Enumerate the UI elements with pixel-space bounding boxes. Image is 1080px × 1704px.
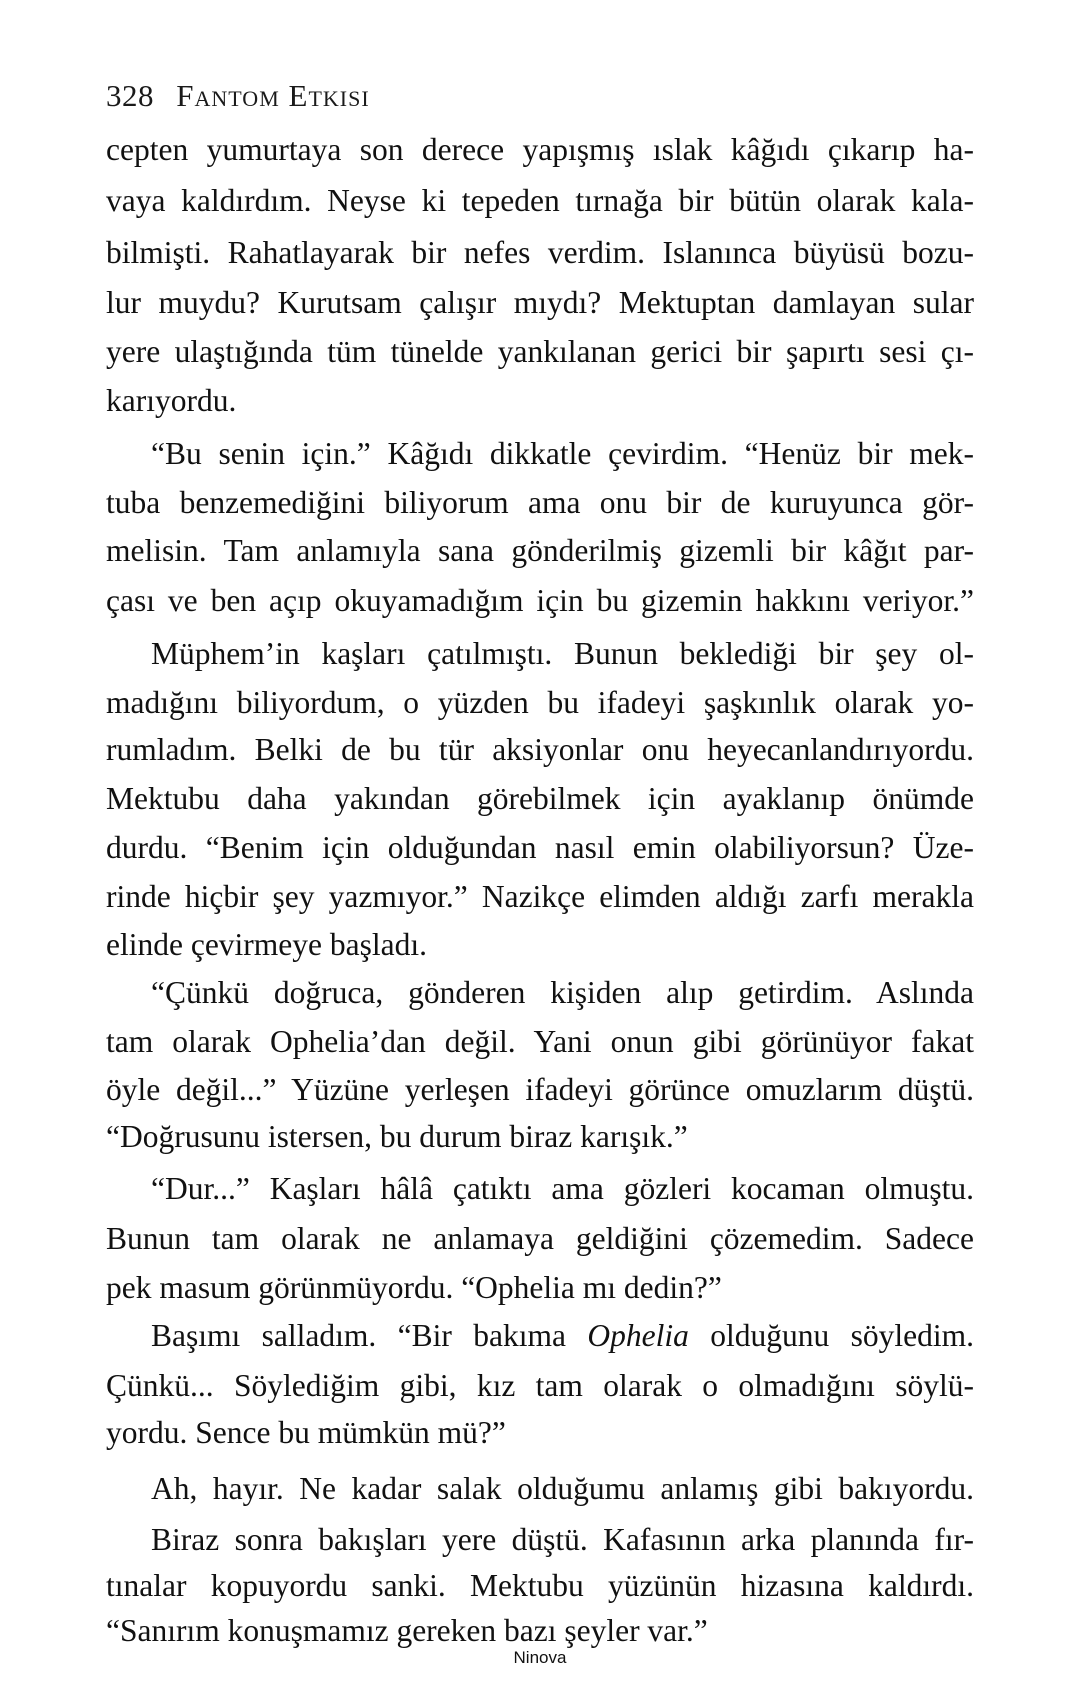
text-line: tınalar kopuyordu sanki. Mektubu yüzünün hizasına kaldırdı. (106, 1568, 974, 1603)
text-line: “Bu senin için.” Kâğıdı dikkatle çevirdim. “Henüz bir mek- (151, 436, 974, 471)
text-line: tam olarak Ophelia’dan değil. Yani onun gibi görünüyor fakat (106, 1024, 974, 1059)
text-span: olduğunu söyledim. (688, 1318, 974, 1353)
text-line: elinde çevirmeye başladı. (106, 927, 427, 962)
text-line: Ah, hayır. Ne kadar salak olduğumu anlamış gibi bakıyordu. (151, 1471, 974, 1506)
running-header (106, 78, 370, 114)
text-line: “Doğrusunu istersen, bu durum biraz karışık.” (106, 1119, 688, 1154)
text-line: “Çünkü doğruca, gönderen kişiden alıp getirdim. Aslında (151, 975, 974, 1010)
book-title: Fantom Etkisi (176, 78, 370, 113)
page-number: 328 (106, 78, 154, 113)
text-line: karıyordu. (106, 383, 237, 418)
text-line: rinde hiçbir şey yazmıyor.” Nazikçe elimden aldığı zarfı merakla (106, 879, 974, 914)
italic-name: Ophelia (587, 1318, 689, 1353)
text-line: tuba benzemediğini biliyorum ama onu bir de kuruyunca gör- (106, 485, 974, 520)
text-line: bilmişti. Rahatlayarak bir nefes verdim. Islanınca büyüsü bozu- (106, 235, 974, 270)
text-line: madığını biliyordum, o yüzden bu ifadeyi şaşkınlık olarak yo- (106, 685, 974, 720)
text-line: vaya kaldırdım. Neyse ki tepeden tırnağa bir bütün olarak kala- (106, 183, 974, 218)
publisher-footer: Ninova (513, 1648, 567, 1667)
text-line: yordu. Sence bu mümkün mü?” (106, 1415, 506, 1450)
text-line (106, 1316, 974, 1356)
text-line: Mektubu daha yakından görebilmek için ayaklanıp önümde (106, 781, 974, 816)
text-line: lur muydu? Kurutsam çalışır mıydı? Mektuptan damlayan sular (106, 285, 974, 320)
text-line: Biraz sonra bakışları yere düştü. Kafasının arka planında fır- (151, 1522, 974, 1557)
text-line: pek masum görünmüyordu. “Ophelia mı dedin?” (106, 1270, 722, 1305)
text-line: melisin. Tam anlamıyla sana gönderilmiş gizemli bir kâğıt par- (106, 533, 974, 568)
text-line: öyle değil...” Yüzüne yerleşen ifadeyi görünce omuzlarım düştü. (106, 1072, 974, 1107)
text-line: “Dur...” Kaşları hâlâ çatıktı ama gözleri kocaman olmuştu. (151, 1171, 974, 1206)
text-line: Müphem’in kaşları çatılmıştı. Bunun beklediği bir şey ol- (151, 636, 974, 671)
text-line: yere ulaştığında tüm tünelde yankılanan gerici bir şapırtı sesi çı- (106, 334, 974, 369)
text-line: rumladım. Belki de bu tür aksiyonlar onu heyecanlandırıyordu. (106, 732, 974, 767)
text-line: çası ve ben açıp okuyamadığım için bu gizemin hakkını veriyor.” (106, 583, 974, 618)
text-line: “Sanırım konuşmamız gereken bazı şeyler var.” (106, 1613, 708, 1648)
text-line: durdu. “Benim için olduğundan nasıl emin olabiliyorsun? Üze- (106, 830, 974, 865)
text-line: cepten yumurtaya son derece yapışmış ıslak kâğıdı çıkarıp ha- (106, 132, 974, 167)
text-line: Çünkü... Söylediğim gibi, kız tam olarak o olmadığını söylü- (106, 1368, 974, 1403)
text-span: Başımı salladım. “Bir bakıma (151, 1318, 588, 1353)
text-line: Bunun tam olarak ne anlamaya geldiğini çözemedim. Sadece (106, 1221, 974, 1256)
